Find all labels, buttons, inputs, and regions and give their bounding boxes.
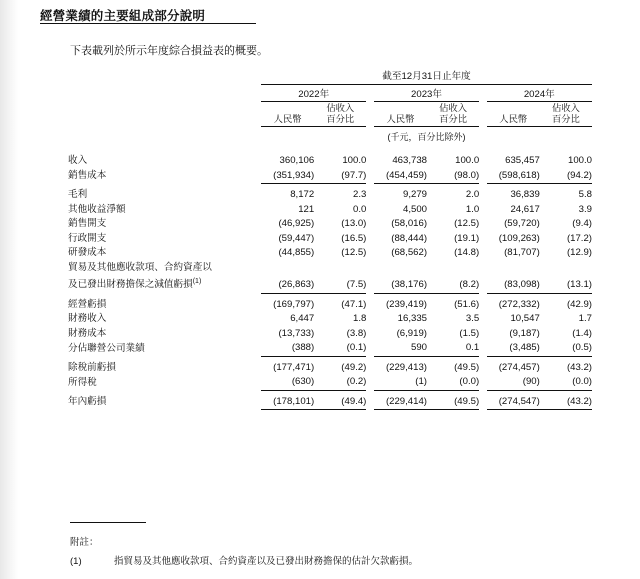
cell-value: (3,485) [487, 341, 540, 356]
cell-value: 1.7 [578, 313, 592, 325]
cell-value: (229,413) [385, 361, 428, 373]
cell-value: 10,547 [510, 313, 540, 325]
cell-value: (83,098) [487, 275, 540, 293]
cell-value: 121 [298, 203, 315, 215]
table-row [68, 327, 592, 342]
table-row [68, 395, 592, 410]
row-label: 銷售成本 [68, 170, 107, 182]
cell-value: (98.0) [427, 169, 479, 184]
cell-value: (49.5) [427, 395, 479, 410]
cell-value: (272,332) [498, 298, 540, 310]
subheader-currency-2024: 人民幣 [499, 113, 528, 124]
footnote-divider [70, 522, 146, 523]
cell-value: 635,457 [505, 155, 540, 167]
table-row [68, 203, 592, 218]
cell-value: (43.2) [566, 361, 592, 373]
table-row [68, 169, 592, 184]
cell-value: (9.4) [572, 218, 592, 230]
cell-value: (51.6) [454, 298, 480, 310]
cell-value: 36,839 [510, 189, 540, 201]
cell-value: (13,733) [278, 327, 315, 339]
row-label: 年內虧損 [68, 396, 107, 408]
row-label: 其他收益淨額 [68, 203, 126, 215]
cell-value: (49.2) [341, 361, 367, 373]
row-label: 分佔聯營公司業績 [68, 342, 145, 354]
cell-value: (46,925) [278, 218, 315, 230]
cell-value: (94.2) [540, 169, 592, 184]
row-label: 財務收入 [68, 313, 107, 325]
table-row [68, 232, 592, 247]
row-label: 財務成本 [68, 327, 107, 339]
spacer [68, 147, 592, 154]
cell-value: (97.7) [314, 169, 366, 184]
cell-value: 4,500 [403, 203, 428, 215]
year-header-2022: 2022年 [298, 89, 330, 100]
footnote-number: (1) [70, 556, 82, 567]
cell-value: (38,176) [374, 275, 427, 293]
row-label: 研發成本 [68, 247, 107, 259]
cell-value: 9,279 [403, 189, 428, 201]
subheader-pct-line2-2024: 百分比 [551, 113, 580, 124]
cell-value: (90) [487, 375, 540, 390]
cell-value: (630) [261, 375, 314, 390]
subheader-currency-2023: 人民幣 [386, 113, 415, 124]
table-row [68, 312, 592, 327]
row-label: 貿易及其他應收款項、合約資產以 [68, 261, 212, 273]
row-label: 毛利 [68, 189, 88, 201]
cell-value: (43.2) [540, 395, 592, 410]
cell-value: (8.2) [427, 275, 479, 293]
section-title-underline [40, 23, 256, 24]
subheader-pct-line1-2024: 佔收入 [551, 103, 580, 113]
cell-value: (7.5) [314, 275, 366, 293]
cell-value: (47.1) [341, 298, 367, 310]
cell-value: (0.0) [540, 375, 592, 390]
cell-value: (88,444) [391, 232, 428, 244]
cell-value: (12.9) [566, 247, 592, 259]
footnote-body: 指貿易及其他應收款項、合約資產以及已發出財務擔保的估計欠款虧損。 [114, 556, 419, 567]
cell-value: (68,562) [391, 247, 428, 259]
cell-value: (12.5) [454, 218, 480, 230]
cell-value: (19.1) [454, 232, 480, 244]
row-label: 除稅前虧損 [68, 361, 116, 373]
table-row [68, 246, 592, 261]
subheader-pct-line2-2022: 百分比 [326, 113, 355, 124]
table-row [68, 341, 592, 356]
table-header-year-row [68, 86, 592, 102]
cell-value: 3.9 [578, 203, 592, 215]
table-header-period-row [68, 68, 592, 85]
table-row [68, 298, 592, 313]
cell-value: (17.2) [566, 232, 592, 244]
cell-value: 360,106 [279, 155, 315, 167]
row-label: 行政開支 [68, 232, 107, 244]
cell-value: (1.4) [572, 327, 592, 339]
cell-value: (6,919) [396, 327, 428, 339]
cell-value: (12.5) [341, 247, 367, 259]
cell-value: (49.4) [314, 395, 366, 410]
table-row [68, 275, 592, 293]
table-row [68, 261, 592, 276]
page-edge-shadow [0, 0, 18, 579]
cell-value: 6,447 [290, 313, 315, 325]
subheader-pct-2024 [540, 103, 592, 127]
cell-value: (0.5) [540, 341, 592, 356]
cell-value: (388) [261, 341, 314, 356]
cell-value: (13.0) [341, 218, 367, 230]
row-label: 收入 [68, 155, 88, 167]
row-label [68, 275, 261, 293]
cell-value: (454,459) [374, 169, 427, 184]
cell-value: (16.5) [341, 232, 367, 244]
row-label: 銷售開支 [68, 218, 107, 230]
cell-value: (3.8) [346, 327, 367, 339]
cell-value: (26,863) [261, 275, 314, 293]
cell-value: (169,797) [273, 298, 315, 310]
cell-value: (9,187) [509, 327, 540, 339]
subheader-pct-line1-2022: 佔收入 [326, 103, 355, 113]
table-subheader-row [68, 103, 592, 127]
year-header-2023: 2023年 [411, 89, 442, 100]
cell-value: (59,447) [278, 232, 315, 244]
subheader-pct-2023 [427, 103, 479, 127]
unit-note-row [68, 128, 592, 147]
cell-value: 590 [374, 341, 427, 356]
cell-value: 3.5 [465, 313, 480, 325]
cell-value: (351,934) [261, 169, 314, 184]
cell-value: (598,618) [487, 169, 540, 184]
cell-value: 16,335 [397, 313, 428, 325]
cell-value: (14.8) [454, 247, 480, 259]
cell-value: (1) [374, 375, 427, 390]
row-label: 經營虧損 [68, 298, 107, 310]
cell-value: (229,414) [374, 395, 427, 410]
financial-summary-table [68, 68, 592, 412]
cell-value: (239,419) [385, 298, 428, 310]
table-row [68, 361, 592, 376]
footnote-label: 附註： [70, 537, 99, 548]
period-header: 截至12月31日止年度 [382, 71, 471, 82]
cell-value: (177,471) [273, 361, 315, 373]
section-title: 經營業績的主要組成部分說明 [40, 9, 206, 23]
table-row [68, 188, 592, 203]
cell-value: (178,101) [261, 395, 314, 410]
table-row [68, 375, 592, 390]
cell-value: (13.1) [540, 275, 592, 293]
footnote-marker: (1) [192, 278, 202, 286]
row-label: 所得稅 [68, 376, 97, 388]
cell-value: (49.5) [454, 361, 480, 373]
intro-paragraph: 下表載列於所示年度綜合損益表的概要。 [70, 45, 268, 57]
cell-value: (0.0) [427, 375, 479, 390]
cell-value: 1.8 [353, 313, 367, 325]
year-header-2024: 2024年 [523, 89, 555, 100]
cell-value: (42.9) [566, 298, 592, 310]
cell-value: 100.0 [342, 155, 367, 167]
subheader-currency-2022: 人民幣 [273, 113, 302, 124]
cell-value: 1.0 [465, 203, 480, 215]
cell-value: (274,457) [498, 361, 540, 373]
cell-value: 100.0 [455, 155, 480, 167]
table-row [68, 217, 592, 232]
subheader-pct-2022 [314, 103, 366, 127]
subheader-pct-line1-2023: 佔收入 [439, 103, 468, 113]
cell-value: (1.5) [459, 327, 480, 339]
cell-value: (44,855) [278, 247, 315, 259]
cell-value: (109,263) [498, 232, 540, 244]
cell-value: (0.1) [314, 341, 366, 356]
row-label-text: 及已發出財務擔保之減值虧損 [68, 279, 193, 291]
cell-value: 5.8 [578, 189, 592, 201]
table-row [68, 154, 592, 169]
cell-value: (59,720) [504, 218, 540, 230]
cell-value: (274,547) [487, 395, 540, 410]
cell-value: 0.1 [427, 341, 479, 356]
cell-value: 24,617 [510, 203, 540, 215]
cell-value: 100.0 [567, 155, 592, 167]
cell-value: 0.0 [353, 203, 367, 215]
unit-note: (千元，百分比除外) [387, 132, 466, 143]
cell-value: (81,707) [504, 247, 540, 259]
cell-value: 463,738 [392, 155, 428, 167]
table-bottom-rule-row [68, 410, 592, 413]
footnote-entry [70, 553, 418, 567]
cell-value: 8,172 [290, 189, 315, 201]
cell-value: 2.0 [465, 189, 480, 201]
cell-value: (58,016) [391, 218, 428, 230]
subheader-pct-line2-2023: 百分比 [439, 113, 468, 124]
cell-value: (0.2) [314, 375, 366, 390]
cell-value: 2.3 [353, 189, 367, 201]
